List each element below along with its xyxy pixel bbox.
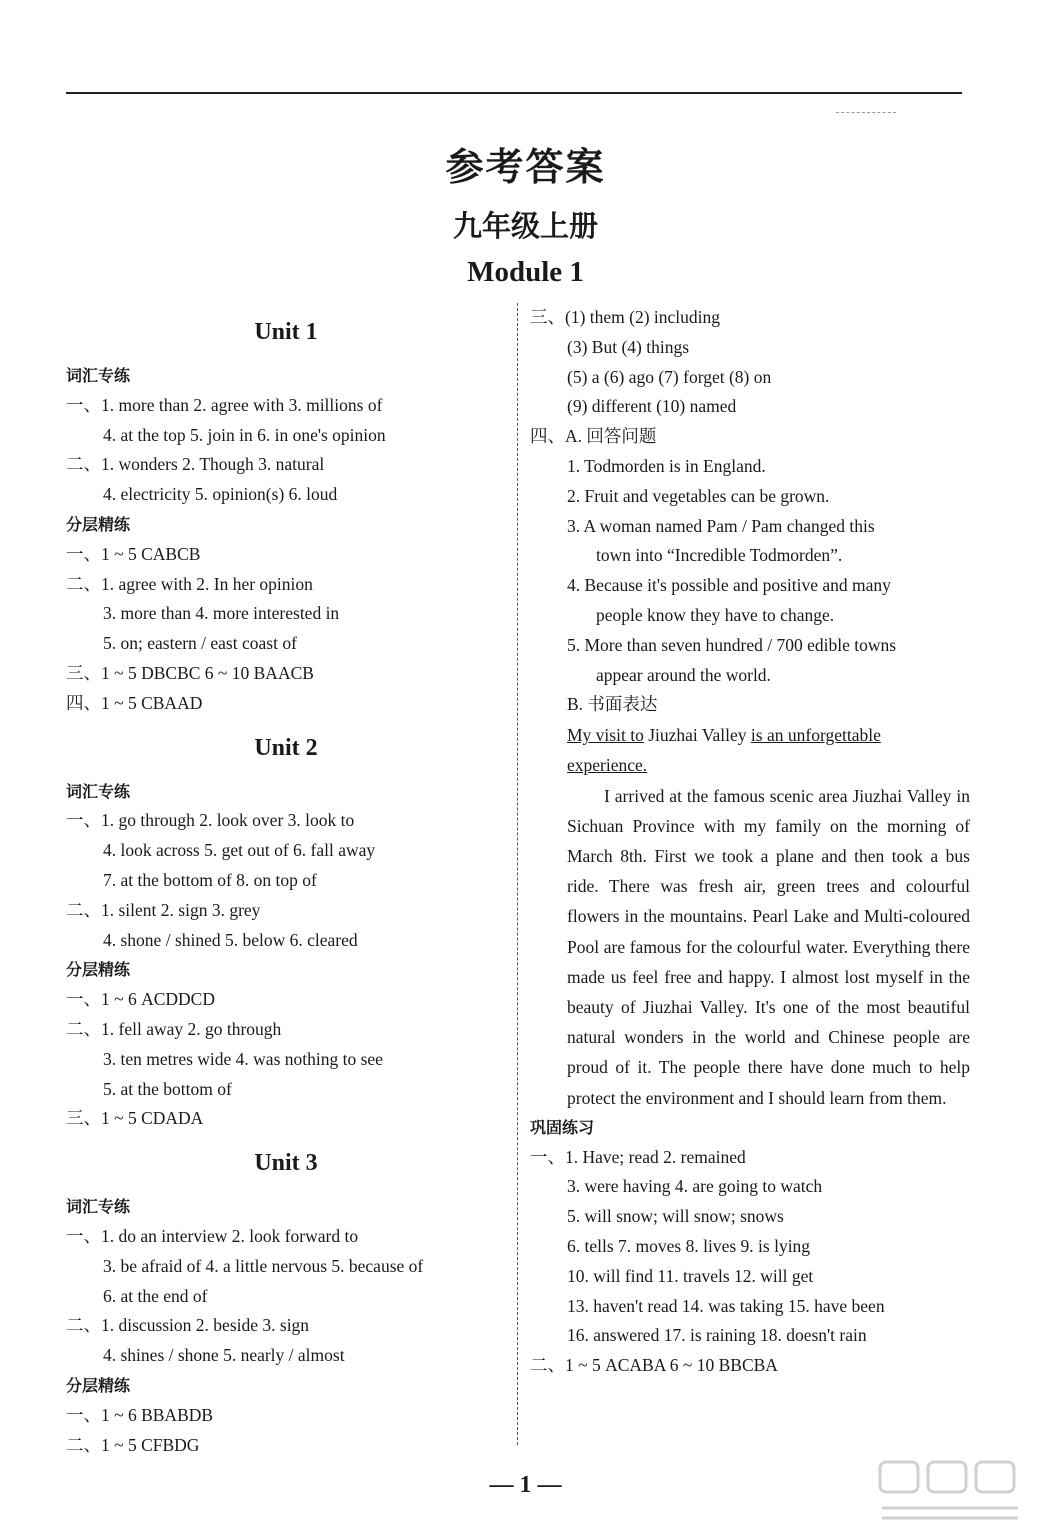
answer-line: 16. answered 17. is raining 18. doesn't rain bbox=[567, 1325, 867, 1346]
answer-line: 3. A woman named Pam / Pam changed this bbox=[567, 515, 875, 536]
watermark-logo-icon bbox=[874, 1458, 1024, 1522]
answer-line: 二、1 ~ 5 CFBDG bbox=[66, 1434, 200, 1455]
answer-line: B. 书面表达 bbox=[567, 694, 658, 715]
answer-line: 一、1. do an interview 2. look forward to bbox=[66, 1225, 359, 1246]
page-number: — 1 — bbox=[489, 1472, 562, 1498]
answer-line: 3. be afraid of 4. a little nervous 5. because of bbox=[103, 1255, 424, 1276]
essay-body: I arrived at the famous scenic area Jiuzhai Valley in Sichuan Province with my family on the morning of March 8th. First we took a plane and then took a bus ride. There was fresh air, green trees and colourful flowers in the mountains. Pearl Lake and Multi-coloured Pool are famous for the colourful water. Everything there made us feel free and happy. I almost lost myself in the beauty of Jiuzhai Valley. It's one of the most beautiful natural wonders in the world and Chinese people are proud of it. The people there have done much to help protect the environment and I should learn from them. bbox=[567, 785, 970, 1108]
answer-line: 2. Fruit and vegetables can be grown. bbox=[567, 485, 830, 506]
answer-line: 三、1 ~ 5 CDADA bbox=[66, 1108, 204, 1129]
answer-line: 4. shone / shined 5. below 6. cleared bbox=[103, 929, 358, 950]
answer-line: 4. shines / shone 5. nearly / almost bbox=[103, 1345, 345, 1366]
answer-line: 5. will snow; will snow; snows bbox=[567, 1206, 784, 1227]
answer-line: appear around the world. bbox=[596, 664, 771, 685]
answer-line: 6. tells 7. moves 8. lives 9. is lying bbox=[567, 1235, 811, 1256]
answer-line: 三、(1) them (2) including bbox=[530, 307, 721, 327]
answer-line: 一、1 ~ 6 BBABDB bbox=[66, 1404, 214, 1425]
unit-2-heading: Unit 2 bbox=[254, 734, 318, 761]
unit-1-heading: Unit 1 bbox=[254, 319, 318, 345]
essay-title bbox=[530, 720, 970, 780]
answer-line: 7. at the bottom of 8. on top of bbox=[103, 869, 317, 890]
answer-line: town into “Incredible Todmorden”. bbox=[596, 545, 843, 566]
essay-title-part: experience. bbox=[567, 755, 648, 776]
answer-line: 二、1. agree with 2. In her opinion bbox=[66, 573, 313, 594]
answer-line: 4. look across 5. get out of 6. fall away bbox=[103, 840, 376, 861]
module-heading: Module 1 bbox=[467, 256, 584, 288]
answer-line: 6. at the end of bbox=[103, 1285, 208, 1306]
answer-line: (5) a (6) ago (7) forget (8) on bbox=[567, 366, 772, 387]
essay-title-part: is an unforgettable bbox=[750, 725, 881, 746]
essay-title-part: My visit to bbox=[567, 725, 644, 746]
answer-line: 3. were having 4. are going to watch bbox=[567, 1176, 823, 1197]
answer-line: 二、1. fell away 2. go through bbox=[66, 1018, 282, 1039]
answer-line: 一、1. go through 2. look over 3. look to bbox=[66, 810, 355, 831]
answer-line: 13. haven't read 14. was taking 15. have been bbox=[567, 1295, 885, 1316]
section-heading: 词汇专练 bbox=[66, 781, 131, 801]
section-heading: 分层精练 bbox=[66, 1375, 131, 1395]
answer-line: 5. on; eastern / east coast of bbox=[103, 633, 297, 654]
answer-line: 5. at the bottom of bbox=[103, 1078, 232, 1099]
answer-line: 10. will find 11. travels 12. will get bbox=[567, 1265, 814, 1286]
answer-line: 一、1. Have; read 2. remained bbox=[530, 1146, 746, 1167]
section-heading: 词汇专练 bbox=[66, 1197, 131, 1217]
answer-line: 二、1. discussion 2. beside 3. sign bbox=[66, 1315, 310, 1336]
top-rule bbox=[66, 92, 962, 94]
right-column bbox=[530, 303, 970, 1381]
answer-line: 4. Because it's possible and positive and many bbox=[567, 575, 891, 596]
answer-line: people know they have to change. bbox=[596, 604, 835, 625]
answer-line: 四、A. 回答问题 bbox=[530, 426, 657, 447]
answer-line: (3) But (4) things bbox=[567, 336, 690, 357]
column-divider bbox=[517, 303, 518, 1445]
answer-line: 四、1 ~ 5 CBAAD bbox=[66, 692, 203, 713]
answer-line: 4. electricity 5. opinion(s) 6. loud bbox=[103, 484, 338, 505]
answer-line: 3. more than 4. more interested in bbox=[103, 603, 340, 624]
page-subtitle: 九年级上册 bbox=[452, 209, 598, 243]
answer-line: 二、1. silent 2. sign 3. grey bbox=[66, 899, 261, 920]
answer-line: 一、1 ~ 6 ACDDCD bbox=[66, 989, 215, 1010]
answer-line: 三、1 ~ 5 DBCBC 6 ~ 10 BAACB bbox=[66, 662, 314, 683]
answer-line: 二、1. wonders 2. Though 3. natural bbox=[66, 454, 325, 475]
top-dash bbox=[836, 112, 896, 113]
essay-title-part: Jiuzhai Valley bbox=[643, 725, 751, 746]
answer-line: 5. More than seven hundred / 700 edible towns bbox=[567, 634, 897, 655]
section-heading: 巩固练习 bbox=[530, 1117, 595, 1137]
page-title: 参考答案 bbox=[445, 145, 606, 189]
answer-line: 1. Todmorden is in England. bbox=[567, 455, 766, 476]
section-heading: 词汇专练 bbox=[66, 366, 131, 385]
section-heading: 分层精练 bbox=[66, 514, 131, 534]
answer-line: 二、1 ~ 5 ACABA 6 ~ 10 BBCBA bbox=[530, 1355, 778, 1376]
answer-line: 一、1. more than 2. agree with 3. millions of bbox=[66, 394, 383, 415]
answer-line: (9) different (10) named bbox=[567, 396, 737, 417]
unit-3-heading: Unit 3 bbox=[254, 1150, 318, 1177]
left-column bbox=[66, 303, 506, 1460]
answer-line: 一、1 ~ 5 CABCB bbox=[66, 543, 201, 564]
section-heading: 分层精练 bbox=[66, 960, 131, 980]
answer-line: 4. at the top 5. join in 6. in one's opinion bbox=[103, 424, 386, 445]
answer-line: 3. ten metres wide 4. was nothing to see bbox=[103, 1048, 383, 1069]
